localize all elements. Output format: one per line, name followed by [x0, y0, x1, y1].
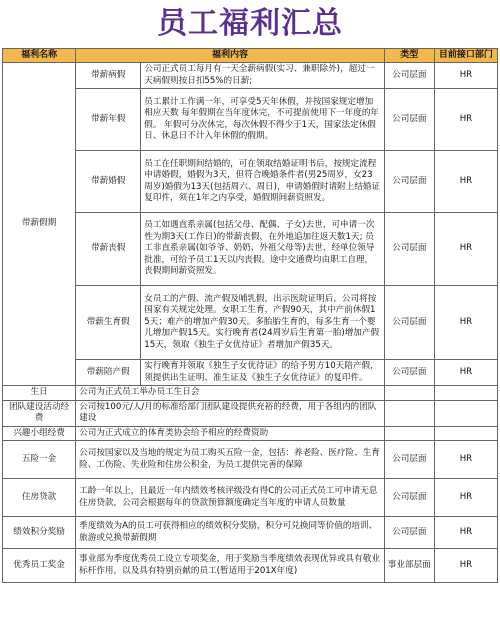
benefit-dept: HR	[434, 151, 497, 213]
benefit-content: 事业部为季度优秀员工设立专项奖金，用于奖励当季度绩效表现优异或具有敬业标杆作用，以及具有特别贡献的员工(暂适用于201X年度)	[76, 549, 385, 583]
benefit-dept: HR	[434, 360, 497, 386]
table-header-row	[3, 49, 498, 63]
table-row	[3, 213, 498, 286]
benefit-type: 公司层面	[384, 479, 434, 517]
benefit-type: 公司层面	[384, 286, 434, 360]
benefit-content: 实行晚育并领取《独生子女优待证》的给予男方10天陪产假，须提供出生证明、准生证及《独生子女优待证》的复印件。	[141, 360, 384, 386]
benefit-content: 季度绩效为A的员工可获得相应的绩效积分奖励，积分可兑换同等价值的培训、旅游或兑换带薪假期	[76, 517, 385, 549]
benefit-dept	[434, 426, 497, 441]
benefit-name: 优秀员工奖金	[3, 549, 76, 583]
table-row	[3, 386, 498, 401]
benefit-type: 公司层面	[384, 63, 434, 89]
benefit-content: 公司为正式员工举办员工生日会	[76, 386, 385, 401]
benefit-type: 公司层面	[384, 213, 434, 286]
benefit-dept: HR	[434, 213, 497, 286]
table-row	[3, 517, 498, 549]
header-benefit-name: 福利名称	[3, 49, 76, 63]
benefit-name: 绩效积分奖励	[3, 517, 76, 549]
benefit-content: 公司为正式成立的体育类协会给予相应的经费资助	[76, 426, 385, 441]
benefit-dept	[434, 386, 497, 401]
benefit-type: 公司层面	[384, 360, 434, 386]
benefit-content: 女员工的产假、流产假及哺乳假，出示医院证明后，公司将按国家有关规定处理。女职工生育，产假90天，其中产前休假15天；难产的增加产假30天。多胎胎生育的，每多生育一个婴儿增加产假15天。实行晚育者(24周岁后生育第一胎)增加产假15天，领取《独生子女优待证》者增加产假35天。	[141, 286, 384, 360]
sub-name: 带薪病假	[76, 63, 141, 89]
table-row	[3, 400, 498, 426]
group-paid-leave: 带薪假期	[3, 63, 76, 386]
table-row	[3, 549, 498, 583]
benefit-content: 公司正式员工每月有一天全薪病假(实习、兼职除外)，超过一天病假则按日扣55%的日薪;	[141, 63, 384, 89]
benefit-dept: HR	[434, 479, 497, 517]
header-dept: 目前接口部门	[434, 49, 497, 63]
table-row	[3, 441, 498, 479]
benefit-name: 住房贷款	[3, 479, 76, 517]
table-row	[3, 479, 498, 517]
benefit-dept	[434, 400, 497, 426]
header-benefit-content: 福利内容	[76, 49, 385, 63]
benefit-content: 工龄一年以上，且最近一年内绩效考核评级没有得C的公司正式员工可申请无息住房贷款，公司会根据每年的贷款预算额度确定当年度的申请人员数量	[76, 479, 385, 517]
benefit-content: 公司按国家以及当地的规定为员工购买五险一金，包括：养老险、医疗险、生育险、工伤险、失业险和住房公积金，为员工提供完善的保障	[76, 441, 385, 479]
benefit-name: 生日	[3, 386, 76, 401]
sub-name: 带薪年假	[76, 89, 141, 151]
benefit-dept: HR	[434, 549, 497, 583]
benefit-type: 公司层面	[384, 517, 434, 549]
benefit-type: 公司层面	[384, 151, 434, 213]
benefit-content: 员工如遇直系亲属(包括父母、配偶、子女)去世，可申请一次性为期3天(工作日)的带薪丧假，在外地追加往返天数1天; 员工非直系亲属(如爷爷、奶奶、外祖父母等)去世，经单位领导批准，可给予员工1天以内丧假。途中交通费均由职工自理，丧假期间薪资照发。	[141, 213, 384, 286]
benefits-table	[2, 48, 498, 583]
benefit-type	[384, 426, 434, 441]
benefit-content: 员工在任职期间结婚的，可在领取结婚证明书后，按规定流程申请婚假，婚假为3天，但符合晚婚条件者(男25周岁，女23周岁)婚假为13天(包括周六、周日)，申请婚假时请附上结婚证复印件，须在1年之内享受，婚假期间薪资照发。	[141, 151, 384, 213]
table-row	[3, 360, 498, 386]
sub-name: 带薪生育假	[76, 286, 141, 360]
benefit-type	[384, 386, 434, 401]
benefit-dept: HR	[434, 63, 497, 89]
table-row	[3, 151, 498, 213]
benefit-type: 事业部层面	[384, 549, 434, 583]
benefit-name: 团队建设活动经费	[3, 400, 76, 426]
sub-name: 带薪丧假	[76, 213, 141, 286]
benefit-type: 公司层面	[384, 441, 434, 479]
benefit-content: 公司按100元/人/月的标准给部门团队建设提供充裕的经费，用于各组内的团队建设	[76, 400, 385, 426]
table-row	[3, 89, 498, 151]
benefit-dept: HR	[434, 441, 497, 479]
sub-name: 带薪婚假	[76, 151, 141, 213]
table-row	[3, 286, 498, 360]
benefit-name: 兴趣小组经费	[3, 426, 76, 441]
benefit-dept: HR	[434, 89, 497, 151]
table-row	[3, 63, 498, 89]
benefit-name: 五险一金	[3, 441, 76, 479]
benefit-dept: HR	[434, 517, 497, 549]
benefit-type	[384, 400, 434, 426]
header-type: 类型	[384, 49, 434, 63]
table-row	[3, 426, 498, 441]
benefit-dept: HR	[434, 286, 497, 360]
sub-name: 带薪陪产假	[76, 360, 141, 386]
benefit-content: 员工累计工作满一年，可享受5天年休假，并按国家规定增加相应天数 每年假期在当年度休完，不可提前使用下一年度的年假。 年假可分次休完，每次休假不得少于1天，国家法定休假日、休息日不计入年休假的假期。	[141, 89, 384, 151]
benefit-type: 公司层面	[384, 89, 434, 151]
page-title: 员工福利汇总	[157, 6, 343, 41]
